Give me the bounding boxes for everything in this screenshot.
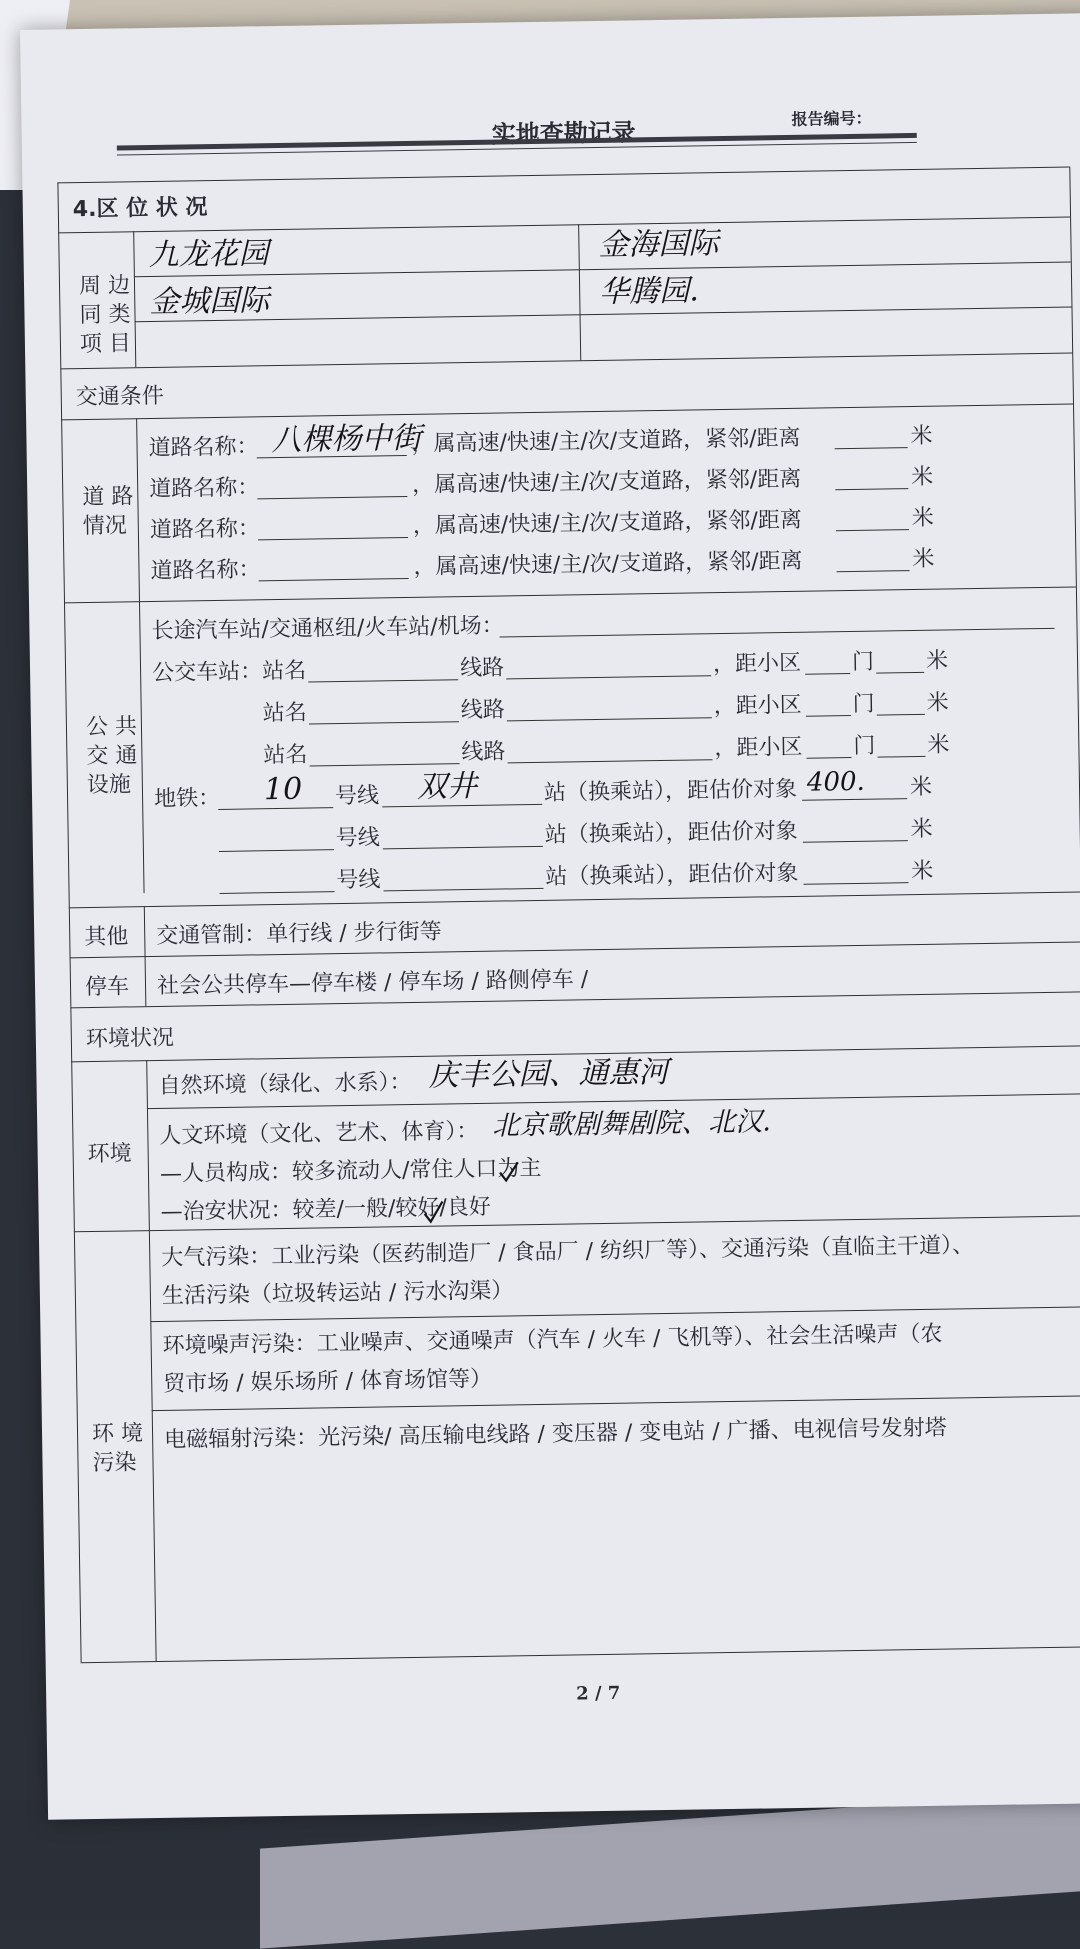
security-text: —治安状况：较差/一般/较好/良好	[160, 1194, 491, 1225]
checkmark-icon	[500, 1162, 518, 1180]
emf-pollution-line: 电磁辐射污染：光污染/ 高压输电线路 / 变压器 / 变电站 / 广播、电视信号发射塔	[163, 1415, 947, 1453]
subway-distance-value: 400.	[806, 766, 866, 798]
natural-env-label: 自然环境（绿化、水系）：	[158, 1069, 412, 1099]
subway-line-label: 号线	[334, 783, 380, 810]
checkmarks	[20, 13, 1080, 1820]
checkmark-icon	[424, 1202, 442, 1222]
peer-project-3: 金城国际	[149, 283, 270, 321]
road-type-text: ，属高速/快速/主/次/支道路，紧邻/距离	[413, 548, 803, 580]
peer-projects-label-1: 周 边	[78, 273, 131, 300]
road-unit: 米	[912, 546, 935, 573]
air-pollution-line-2: 生活污染（垃圾转运站 / 污水沟渠）	[161, 1278, 514, 1309]
public-transport-label-2: 交 通	[86, 743, 138, 770]
peer-projects-label-3: 项 目	[79, 331, 132, 358]
bus-distance-label: ，距小区	[712, 650, 802, 678]
parking-text: 社会公共停车—停车楼 / 停车场 / 路侧停车 /	[156, 967, 589, 999]
subway-station-suffix: 站（换乘站），距估价对象	[543, 776, 798, 806]
long-distance-label: 长途汽车站/交通枢纽/火车站/机场：	[151, 613, 504, 645]
road-unit: 米	[910, 423, 933, 450]
bus-distance-label: ，距小区	[714, 734, 803, 762]
document-page	[20, 13, 1080, 1820]
bus-line-label: 线路	[460, 697, 505, 724]
road-name-label: 道路名称：	[148, 434, 259, 462]
bus-line-label: 线路	[461, 739, 506, 766]
pollution-label-1: 环 境	[91, 1421, 144, 1448]
section-title-traffic: 交通条件	[75, 383, 164, 411]
bus-station-name-label: 站名	[263, 742, 308, 769]
bus-line-label: 线路	[459, 655, 505, 682]
public-transport-label-1: 公 共	[85, 714, 138, 741]
bus-unit: 米	[926, 690, 949, 716]
section-title-environment: 环境状况	[85, 1025, 175, 1053]
air-pollution-line-1: 大气污染：工业污染（医药制造厂 / 食品厂 / 纺织厂等）、交通污染（直临主干道）、	[161, 1233, 975, 1271]
bus-station-name-label: 站名	[262, 700, 307, 727]
subway-line-label: 号线	[336, 867, 381, 894]
road-name-label: 道路名称：	[149, 516, 261, 544]
subway-station-value: 双井	[416, 768, 478, 805]
peer-project-2: 金海国际	[598, 226, 719, 263]
document-title: 实地查勘记录	[491, 118, 636, 149]
subway-station-suffix: 站（换乘站），距估价对象	[544, 818, 798, 848]
road-unit: 米	[911, 505, 934, 532]
road-type-text: ，属高速/快速/主/次/支道路，紧邻/距离	[412, 507, 803, 539]
bus-distance-label: ，距小区	[713, 692, 802, 720]
road-name-label: 道路名称：	[149, 475, 260, 503]
subway-label: 地铁：	[153, 785, 221, 812]
traffic-control-text: 交通管制：单行线 / 步行街等	[156, 919, 442, 949]
peer-project-1: 九龙花园	[148, 236, 269, 274]
road-type-text: ，属高速/快速/主/次/支道路，紧邻/距离	[412, 466, 802, 498]
subway-unit: 米	[911, 858, 934, 885]
peer-projects-label-2: 同 类	[79, 302, 131, 329]
noise-pollution-line-2: 贸市场 / 娱乐场所 / 体育场馆等）	[163, 1366, 493, 1397]
road-label-2: 情况	[82, 513, 128, 540]
bus-station-label: 公交车站：	[151, 659, 263, 687]
road-label-1: 道 路	[82, 484, 134, 511]
subway-line-label: 号线	[335, 825, 380, 852]
road-name-label: 道路名称：	[150, 557, 261, 585]
cultural-env-value: 北京歌剧舞剧院、北汉.	[492, 1106, 772, 1142]
bus-unit: 米	[925, 648, 949, 674]
subway-line-value: 10	[263, 771, 303, 808]
road-name-value: 八棵杨中街	[271, 420, 422, 459]
subway-unit: 米	[909, 774, 933, 801]
road-type-text: ，属高速/快速/主/次/支道路，紧邻/距离	[411, 425, 801, 457]
road-unit: 米	[910, 464, 934, 491]
environment-label: 环境	[87, 1141, 132, 1168]
bus-gate-label: 门	[851, 649, 875, 676]
bus-gate-label: 门	[852, 691, 875, 718]
pollution-label-2: 污染	[92, 1450, 137, 1477]
cultural-env-label: 人文环境（文化、艺术、体育）：	[159, 1118, 479, 1149]
subway-unit: 米	[910, 816, 933, 843]
public-transport-label-3: 设施	[86, 772, 132, 799]
report-number-label: 报告编号：	[791, 108, 872, 129]
bus-gate-label: 门	[853, 733, 876, 759]
population-text: —人员构成：较多流动人/常住人口为主	[159, 1155, 542, 1187]
parking-label: 停车	[84, 974, 130, 1001]
bus-unit: 米	[927, 732, 950, 758]
other-label: 其他	[84, 924, 129, 951]
bus-station-name-label: 站名	[261, 658, 307, 685]
noise-pollution-line-1: 环境噪声污染：工业噪声、交通噪声（汽车 / 火车 / 飞机等）、社会生活噪声（农	[162, 1321, 943, 1359]
natural-env-value: 庆丰公园、通惠河	[428, 1054, 669, 1094]
peer-project-4: 华腾园.	[598, 273, 700, 310]
subway-station-suffix: 站（换乘站），距估价对象	[545, 860, 799, 890]
section-title-location: 4.区 位 状 况	[72, 195, 208, 223]
page-number: 2 / 7	[576, 1682, 621, 1705]
